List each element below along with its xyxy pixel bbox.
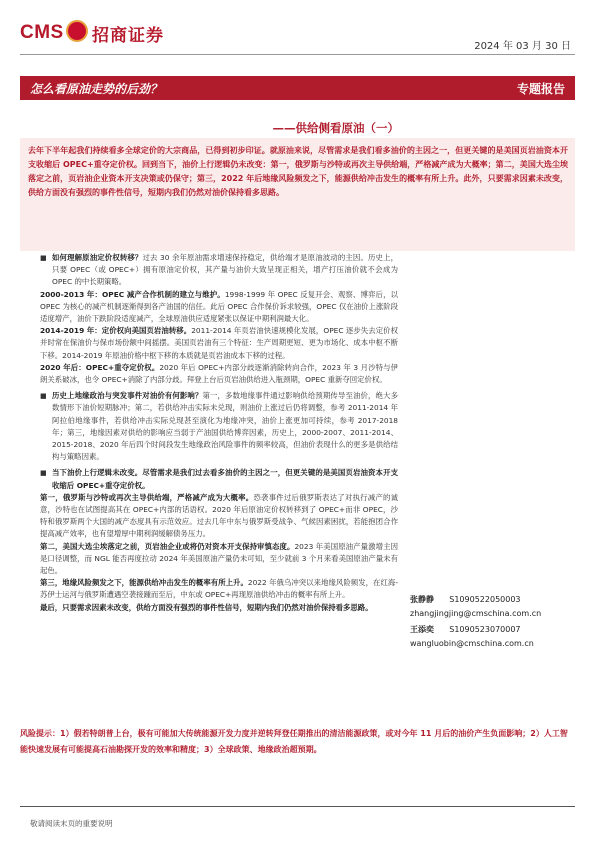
- point-second: [40, 541, 398, 578]
- section-text: 过去 30 余年原油需求增速保持稳定，供给端才是原油波动的主因。历史上，只要 OPEC（或 OPEC+）拥有原油定价权，其产量与油价大致呈现正相关，增产打压油价就不会成为 OPEC 的中长期策略。: [52, 253, 398, 287]
- point-text: 2023 年美国原油产量激增主因是口径调整，而 NGL 能否再度拉动 2024 年美国原油产量仍未可知，至少就前 3 个月来看美国原油产量未有起色。: [40, 541, 398, 576]
- section-outlook: [40, 467, 398, 491]
- risk-warning: 风险提示：1）假若特朗普上台，极有可能加大传统能源开发力度并逆转拜登任期推出的清洁能源政策，或对今年 11 月后的油价产生负面影响；2）人工智能快速发展有可能提高石油勘探开发的效率和精度；3）全球政策、地缘政治超预期。: [20, 729, 568, 754]
- summary-text: 去年下半年起我们持续看多全球定价的大宗商品，已得到初步印证。就原油来说，尽管需求是我们看多油价的主因之一，但更关键的是美国页岩油资本开支收缩后 OPEC+重夺定价权。回到当下，油价上行逻辑仍未改变：第一，俄罗斯与沙特或再次主导供给端，严格减产成为大概率；第二，美国大选尘埃落定之前，页岩油企业资本开支决策或仍保守；第三，2022 年后地缘风险频发之下，能源供给冲击发生的概率有所上升。此外，只要需求因素未改变，供给方面没有强烈的事件性信号，短期内我们仍然对油价保持看多思路。: [28, 146, 568, 197]
- section-lead: 当下油价上行逻辑未改变。尽管需求是我们过去看多油价的主因之一，但更关键的是美国页岩油资本开支收缩后 OPEC+重夺定价权。: [52, 468, 398, 490]
- paragraph-text: 2020 年后 OPEC+内部分歧逐渐消除转向合作，2023 年 3 月沙特与伊朗关系破冰，也令 OPEC+消除了内部分歧。拜登上台后页岩油供给进入瓶颈期，OPEC 重新夺回定价权。: [40, 362, 398, 385]
- footer-divider: [20, 806, 575, 807]
- analyst-2: [410, 624, 521, 635]
- point-lead: 第二，美国大选尘埃落定之前，页岩油企业或将仍对资本开支保持审慎态度。: [40, 541, 295, 551]
- report-date: 2024 年 03 月 30 日: [474, 41, 571, 52]
- analyst-1: [410, 594, 521, 605]
- section-pricing-power: [40, 252, 398, 289]
- logo-badge-icon: [66, 20, 88, 42]
- point-text: 2022 年俄乌冲突以来地缘风险频发，在红海-苏伊士运河与俄罗斯遭遇空袭接踵而至后，中东或 OPEC+再现原油供给冲击的概率有所上升。: [40, 578, 398, 600]
- analyst-id: S1090522050003: [449, 595, 521, 604]
- point-lead: 第三，地缘风险频发之下，能源供给冲击发生的概率有所上升。: [40, 578, 248, 588]
- section-lead: 如何理解原油定价权转移？: [52, 253, 143, 262]
- analyst-1-email[interactable]: zhangjingjing@cmschina.com.cn: [410, 609, 542, 618]
- analyst-2-email[interactable]: wangluobin@cmschina.com.cn: [410, 639, 534, 648]
- point-first: [40, 492, 398, 541]
- paragraph-2020: [40, 362, 398, 386]
- section-geopolitics: [40, 390, 398, 463]
- analyst-name: 张静静: [410, 595, 434, 604]
- section-lead: 历史上地缘政治与突发事件对油价有何影响？: [52, 391, 203, 401]
- point-third: [40, 577, 398, 601]
- analyst-name: 王添奕: [410, 625, 434, 634]
- paragraph-lead: 2020 年后：OPEC+重夺定价权。: [40, 362, 160, 372]
- conclusion: 最后，只要需求因素未改变，供给方面没有强烈的事件性信号，短期内我们仍然对油价保持看多思路。: [40, 602, 373, 612]
- logo-chinese: 招商证券: [92, 26, 164, 46]
- logo-latin: CMS: [20, 22, 64, 43]
- paragraph-text: 1998-1999 年 OPEC 反复开会、观察、博弈后，以 OPEC 为核心的减产机制逐渐得到各产油国的信任。此后 OPEC 合作保价诉求较强，OPEC 仅在油价上涨阶段适度增产，油价下跌阶段适度减产，全球原油供应适度紧张以保证中期利润最大化。: [40, 289, 398, 324]
- report-title: 怎么看原油走势的后劲？: [30, 82, 163, 96]
- paragraph-2000-2013: [40, 289, 398, 326]
- paragraph-lead: 2014-2019 年：定价权向美国页岩油转移。: [40, 326, 192, 336]
- footer-note: 敬请阅读末页的重要说明: [30, 819, 113, 828]
- report-type: 专题报告: [516, 82, 565, 96]
- section-text: 第一，多数地缘事件通过影响供给预期传导至油价，绝大多数情形下油价短期脉冲；第二，若供给冲击实际未兑现，则油价上涨过后仍将调整，参考 2011-2014 年阿拉伯地缘事件，若供给冲击实际兑现甚至演化为地缘冲突，油价上涨更加可持续，参考 2017-2018 年；第三，地缘因素对供给的影响应当弱于产油国供给博弈因素，历史上，2000-2007、2011-2014、2015-2018、2020 年后四个时间段发生地缘政治风险事件的频率较高，但油价表现什么的更多是供给结构与策略因素。: [52, 391, 398, 462]
- body-column: [40, 252, 398, 614]
- point-text: 恐袭事件过后俄罗斯表达了对执行减产的诚意，沙特也在试图提高其在 OPEC+内部的话语权。2020 年后原油定价权转移到了 OPEC+而非 OPEC，沙特和俄罗斯两个大国的减产态度具有示范效应。过去几年中东与俄罗斯受战争、气候因素困扰，若能抱团合作提高减产效率，也有望增厚中期利润缓解债务压力。: [40, 492, 398, 539]
- paragraph-text: 2011-2014 年页岩油快速规模化发展，OPEC 逐步失去定价权并时常在保油价与保市场份额中间摇摆。美国页岩油有三个特征：生产周期更短、更为市场化、成本中枢不断下移。2014-2019 年原油价格中枢下移的本质就是页岩油成本下移的过程。: [40, 326, 399, 360]
- header-divider: [20, 54, 575, 55]
- paragraph-2014-2019: [40, 325, 398, 362]
- paragraph-lead: 2000-2013 年：OPEC 减产合作机制的建立与维护。: [40, 289, 225, 299]
- analyst-id: S1090523070007: [449, 625, 521, 634]
- point-lead: 第一，俄罗斯与沙特或再次主导供给端，严格减产成为大概率。: [40, 492, 254, 502]
- report-subtitle: ——供给侧看原油（一）: [272, 121, 399, 135]
